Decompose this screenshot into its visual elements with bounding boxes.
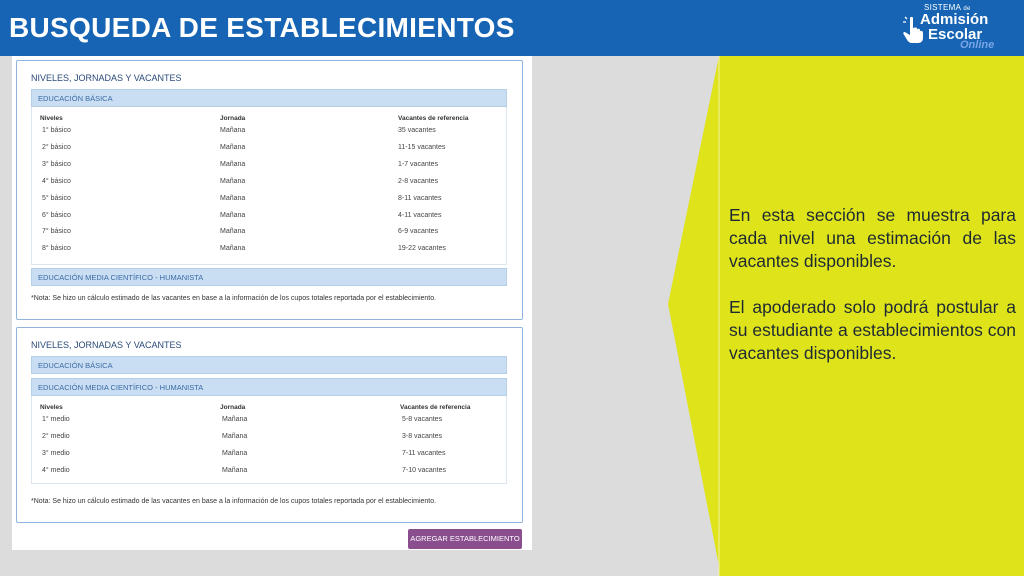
row-nivel: 2° medio — [42, 433, 70, 440]
row-vacantes: 1-7 vacantes — [398, 161, 439, 168]
row-vacantes: 3-8 vacantes — [402, 433, 443, 440]
row-nivel: 4° básico — [42, 178, 71, 185]
row-vacantes: 7-10 vacantes — [402, 467, 446, 474]
logo-line2: Admisión — [920, 11, 989, 28]
row-nivel: 3° básico — [42, 161, 71, 168]
section-educacion-basica[interactable]: EDUCACIÓN BÁSICA — [31, 89, 507, 107]
vacancy-note: *Nota: Se hizo un cálculo estimado de las vacantes en base a la información de los cupos totales reportada por el establecimiento. — [31, 498, 437, 505]
row-nivel: 1° básico — [42, 127, 71, 134]
row-jornada: Mañana — [222, 433, 248, 440]
row-nivel: 5° básico — [42, 195, 71, 202]
row-vacantes: 19-22 vacantes — [398, 245, 446, 252]
explanation-paragraph-1: En esta sección se muestra para cada nivel una estimación de las vacantes disponibles. — [729, 205, 1016, 271]
row-nivel: 3° medio — [42, 450, 70, 457]
panel-title: NIVELES, JORNADAS Y VACANTES — [31, 73, 182, 83]
row-jornada: Mañana — [220, 195, 246, 202]
row-jornada: Mañana — [220, 245, 246, 252]
logo-line3: Escolar — [928, 26, 983, 43]
row-jornada: Mañana — [220, 144, 246, 151]
header-bar — [0, 0, 1024, 56]
slide-title: BUSQUEDA DE ESTABLECIMIENTOS — [9, 12, 515, 43]
column-header-jornada: Jornada — [220, 115, 246, 122]
row-nivel: 1° medio — [42, 416, 70, 423]
row-jornada: Mañana — [220, 228, 246, 235]
row-vacantes: 35 vacantes — [398, 127, 436, 134]
row-nivel: 6° básico — [42, 212, 71, 219]
logo-line1-small: de — [963, 6, 971, 12]
row-jornada: Mañana — [222, 416, 248, 423]
section-educacion-media[interactable]: EDUCACIÓN MEDIA CIENTÍFICO - HUMANISTA — [31, 268, 507, 286]
row-jornada: Mañana — [222, 467, 248, 474]
add-school-button[interactable]: AGREGAR ESTABLECIMIENTO — [408, 529, 522, 549]
levels-panel-basica — [16, 60, 523, 320]
row-jornada: Mañana — [220, 161, 246, 168]
column-header-vacantes: Vacantes de referencia — [400, 404, 471, 411]
row-vacantes: 2-8 vacantes — [398, 178, 439, 185]
row-jornada: Mañana — [220, 127, 246, 134]
panel-title: NIVELES, JORNADAS Y VACANTES — [31, 340, 182, 350]
row-nivel: 4° medio — [42, 467, 70, 474]
logo-line4: Online — [960, 39, 995, 51]
row-vacantes: 7-11 vacantes — [402, 450, 446, 457]
section-educacion-basica[interactable]: EDUCACIÓN BÁSICA — [31, 356, 507, 374]
section-educacion-media[interactable]: EDUCACIÓN MEDIA CIENTÍFICO - HUMANISTA — [31, 378, 507, 396]
row-jornada: Mañana — [220, 212, 246, 219]
levels-table — [31, 107, 507, 265]
logo-line1: SISTEMA — [924, 3, 961, 12]
column-header-vacantes: Vacantes de referencia — [398, 115, 469, 122]
column-header-niveles: Niveles — [40, 404, 63, 411]
explanation-paragraph-2: El apoderado solo podrá postular a su estudiante a establecimientos con vacantes disponibles. — [729, 297, 1016, 363]
row-jornada: Mañana — [222, 450, 248, 457]
levels-panel-media — [16, 327, 523, 523]
row-nivel: 2° básico — [42, 144, 71, 151]
admision-escolar-logo — [902, 2, 1010, 54]
row-vacantes: 8-11 vacantes — [398, 195, 442, 202]
row-jornada: Mañana — [220, 178, 246, 185]
row-vacantes: 6-9 vacantes — [398, 228, 439, 235]
vacancy-note: *Nota: Se hizo un cálculo estimado de las vacantes en base a la información de los cupos totales reportada por el establecimiento. — [31, 295, 437, 302]
row-vacantes: 4-11 vacantes — [398, 212, 442, 219]
levels-table — [31, 396, 507, 484]
row-vacantes: 11-15 vacantes — [398, 144, 446, 151]
row-nivel: 7° básico — [42, 228, 71, 235]
row-vacantes: 5-8 vacantes — [402, 416, 443, 423]
row-nivel: 8° básico — [42, 245, 71, 252]
column-header-niveles: Niveles — [40, 115, 63, 122]
column-header-jornada: Jornada — [220, 404, 246, 411]
explanation-text — [729, 204, 1016, 388]
